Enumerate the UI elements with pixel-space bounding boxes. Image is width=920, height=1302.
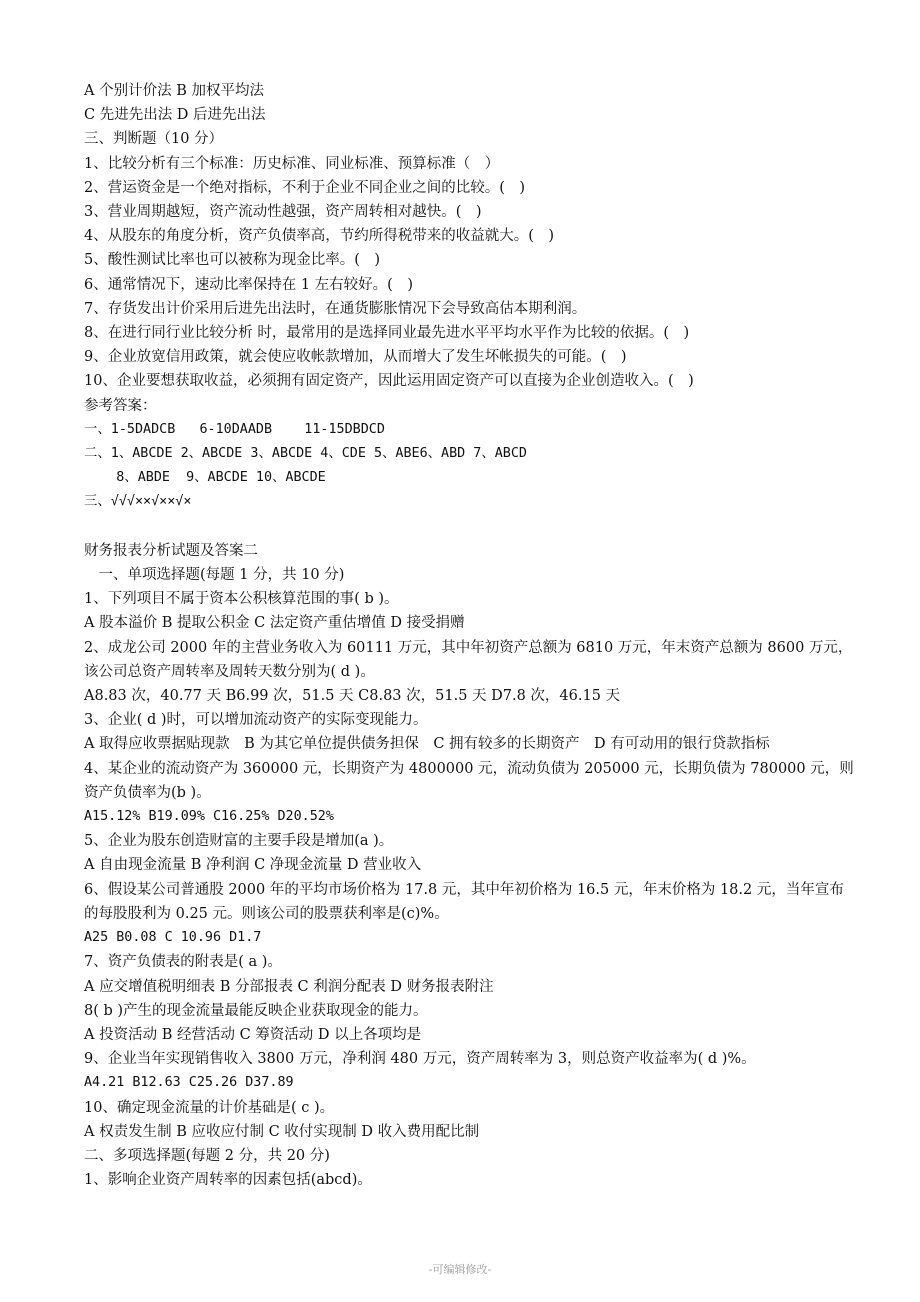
section-title: 财务报表分析试题及答案二	[84, 542, 258, 559]
option-line-cd: C 先进先出法 D 后进先出法	[84, 107, 266, 124]
judge-section-title: 三、判断题（10 分）	[84, 131, 224, 148]
question-list	[84, 587, 856, 1192]
answer-line: 二、1、ABCDE 2、ABCDE 3、ABCDE 4、CDE 5、ABE6、ABD 7、ABCD	[84, 446, 527, 462]
question-line: 6、假设某公司普通股 2000 年的平均市场价格为 17.8 元，其中年初价格为 16.5 元，年末价格为 18.2 元，当年宣布的每股股利为 0.25 元。则该公司的股票获利率是(c)%。	[84, 881, 844, 922]
answers-title: 参考答案：	[84, 397, 157, 414]
page-footer: -可编辑修改-	[428, 1263, 492, 1276]
question-line: A8.83 次，40.77 天 B6.99 次，51.5 天 C8.83 次，51.5 天 D7.8 次，46.15 天	[84, 688, 621, 705]
judge-question: 2、营运资金是一个绝对指标，不利于企业不同企业之间的比较。( )	[84, 179, 526, 196]
judge-question: 10、企业要想获取收益，必须拥有固定资产，因此运用固定资产可以直接为企业创造收入。( )	[84, 373, 694, 390]
question-line: A4.21 B12.63 C25.26 D37.89	[84, 1075, 294, 1091]
question-line: A15.12% B19.09% C16.25% D20.52%	[84, 809, 334, 825]
judge-question: 5、酸性测试比率也可以被称为现金比率。( )	[84, 252, 381, 269]
answer-line: 8、ABDE 9、ABCDE 10、ABCDE	[84, 470, 326, 486]
question-line: 1、影响企业资产周转率的因素包括(abcd)。	[84, 1172, 372, 1189]
blank-line	[84, 515, 856, 539]
question-line: 2、成龙公司 2000 年的主营业务收入为 60111 万元，其中年初资产总额为 6810 万元，年末资产总额为 8600 万元，该公司总资产周转率及周转天数分别为( d )。	[84, 639, 853, 680]
judge-question: 3、营业周期越短，资产流动性越强，资产周转相对越快。( )	[84, 204, 482, 221]
document-body	[84, 79, 856, 1192]
question-line: A 投资活动 B 经营活动 C 筹资活动 D 以上各项均是	[84, 1026, 422, 1043]
question-line: A 应交增值税明细表 B 分部报表 C 利润分配表 D 财务报表附注	[84, 978, 494, 995]
question-line: 7、资产负债表的附表是( a )。	[84, 954, 282, 971]
question-line: A 取得应收票据贴现款 B 为其它单位提供债务担保 C 拥有较多的长期资产 D 有可动用的银行贷款指标	[84, 736, 770, 753]
question-line: 4、某企业的流动资产为 360000 元，长期资产为 4800000 元，流动负债为 205000 元，长期负债为 780000 元，则资产负债率为(b )。	[84, 760, 854, 801]
judge-question: 8、在进行同行业比较分析 时，最常用的是选择同业最先进水平平均水平作为比较的依据。( )	[84, 325, 690, 342]
question-line: A 自由现金流量 B 净利润 C 净现金流量 D 营业收入	[84, 857, 422, 874]
answer-list	[84, 418, 856, 515]
question-line: 1、下列项目不属于资本公积核算范围的事( b )。	[84, 591, 399, 608]
question-line: A25 B0.08 C 10.96 D1.7	[84, 930, 262, 946]
question-line: 二、多项选择题(每题 2 分，共 20 分)	[84, 1147, 330, 1164]
judge-question: 6、通常情况下，速动比率保持在 1 左右较好。( )	[84, 276, 413, 293]
answer-line: 三、√√√××√××√×	[84, 494, 192, 510]
judge-question: 9、企业放宽信用政策，就会使应收帐款增加，从而增大了发生坏帐损失的可能。( )	[84, 349, 627, 366]
question-line: 3、企业( d )时，可以增加流动资产的实际变现能力。	[84, 712, 428, 729]
option-line-ab: A 个别计价法 B 加权平均法	[84, 83, 264, 99]
single-choice-title: 一、单项选择题(每题 1 分，共 10 分)	[84, 567, 345, 584]
question-line: 10、确定现金流量的计价基础是( c )。	[84, 1099, 335, 1116]
judge-question-list	[84, 152, 856, 394]
question-line: 8( b )产生的现金流量最能反映企业获取现金的能力。	[84, 1002, 428, 1019]
question-line: A 股本溢价 B 提取公积金 C 法定资产重估增值 D 接受捐赠	[84, 615, 465, 632]
judge-question: 7、存货发出计价采用后进先出法时，在通货膨胀情况下会导致高估本期利润。	[84, 300, 587, 317]
question-line: 5、企业为股东创造财富的主要手段是增加(a )。	[84, 833, 394, 850]
question-line: 9、企业当年实现销售收入 3800 万元，净利润 480 万元，资产周转率为 3，则总资产收益率为( d )%。	[84, 1051, 756, 1068]
question-line: A 权责发生制 B 应收应付制 C 收付实现制 D 收入费用配比制	[84, 1123, 480, 1140]
judge-question: 4、从股东的角度分析，资产负债率高，节约所得税带来的收益就大。( )	[84, 228, 555, 245]
answer-line: 一、1-5DADCB 6-10DAADB 11-15DBDCD	[84, 421, 385, 437]
judge-question: 1、比较分析有三个标准：历史标准、同业标准、预算标准（ ）	[84, 155, 500, 172]
